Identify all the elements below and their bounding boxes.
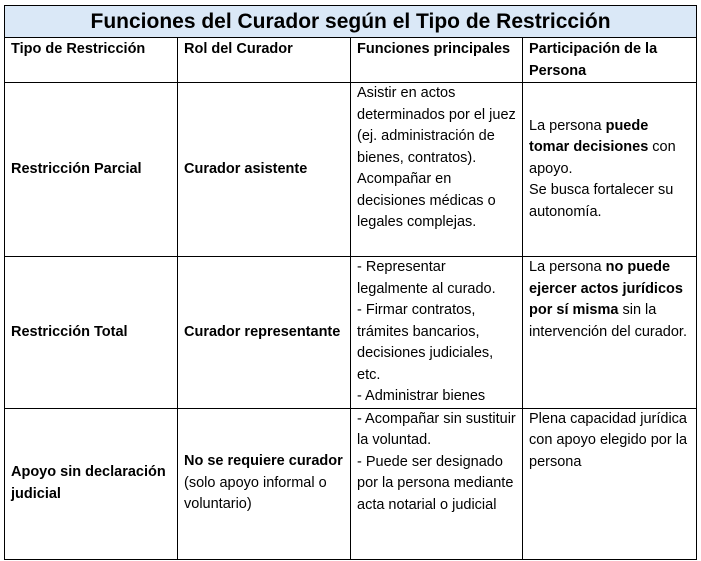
table-title: Funciones del Curador según el Tipo de Restricción: [5, 6, 697, 38]
cell-tipo: Restricción Parcial: [5, 83, 178, 257]
cell-rol: [178, 408, 351, 559]
funciones-paragraph: - Firmar contratos, trámites bancarios, decisiones judiciales, etc.: [357, 302, 494, 383]
cell-funciones: [351, 257, 523, 409]
funciones-paragraph: - Puede ser designado por la persona mediante acta notarial o judicial: [357, 453, 514, 513]
rol-paragraph: [184, 451, 346, 516]
cell-participacion: [523, 83, 697, 257]
text-normal: sin la intervención del curador.: [529, 302, 687, 340]
cell-rol: Curador representante: [178, 257, 351, 409]
table-container: [4, 5, 697, 560]
cell-funciones: [351, 408, 523, 559]
funciones-paragraph: - Acompañar sin sustituir la voluntad.: [357, 410, 516, 448]
cell-tipo: Apoyo sin declaración judicial: [5, 408, 178, 559]
text-bold: no puede ejercer actos jurídicos por sí misma: [529, 259, 683, 318]
curator-functions-table: [4, 5, 697, 560]
participacion-paragraph: Se busca fortalecer su autonomía.: [529, 182, 674, 220]
funciones-paragraph: - Representar legalmente al curado.: [357, 259, 496, 297]
cell-participacion: Plena capacidad jurídica con apoyo elegido por la persona: [523, 408, 697, 559]
header-participacion: Participación de la Persona: [523, 38, 697, 83]
text-normal: La persona: [529, 259, 606, 275]
participacion-paragraph: [529, 116, 692, 181]
table-row: [5, 257, 697, 409]
text-bold: No se requiere curador: [184, 453, 343, 470]
participacion-paragraph: [529, 257, 692, 343]
table-row: [5, 408, 697, 559]
text-normal: (solo apoyo informal o voluntario): [184, 474, 327, 513]
funciones-paragraph: Acompañar en decisiones médicas o legales complejas.: [357, 171, 496, 230]
funciones-paragraph: - Administrar bienes: [357, 388, 486, 404]
funciones-paragraph: Asistir en actos determinados por el juez (ej. administración de bienes, contratos).: [357, 85, 516, 166]
cell-tipo: Restricción Total: [5, 257, 178, 409]
header-funciones: Funciones principales: [351, 38, 523, 83]
text-bold: puede tomar decisiones: [529, 117, 649, 156]
text-normal: La persona: [529, 117, 606, 134]
cell-participacion: [523, 257, 697, 409]
header-rol: Rol del Curador: [178, 38, 351, 83]
header-tipo: Tipo de Restricción: [5, 38, 178, 83]
text-normal: con apoyo.: [529, 139, 676, 177]
header-row: [5, 38, 697, 83]
title-row: [5, 6, 697, 38]
cell-funciones: [351, 83, 523, 257]
cell-rol: Curador asistente: [178, 83, 351, 257]
table-row: [5, 83, 697, 257]
